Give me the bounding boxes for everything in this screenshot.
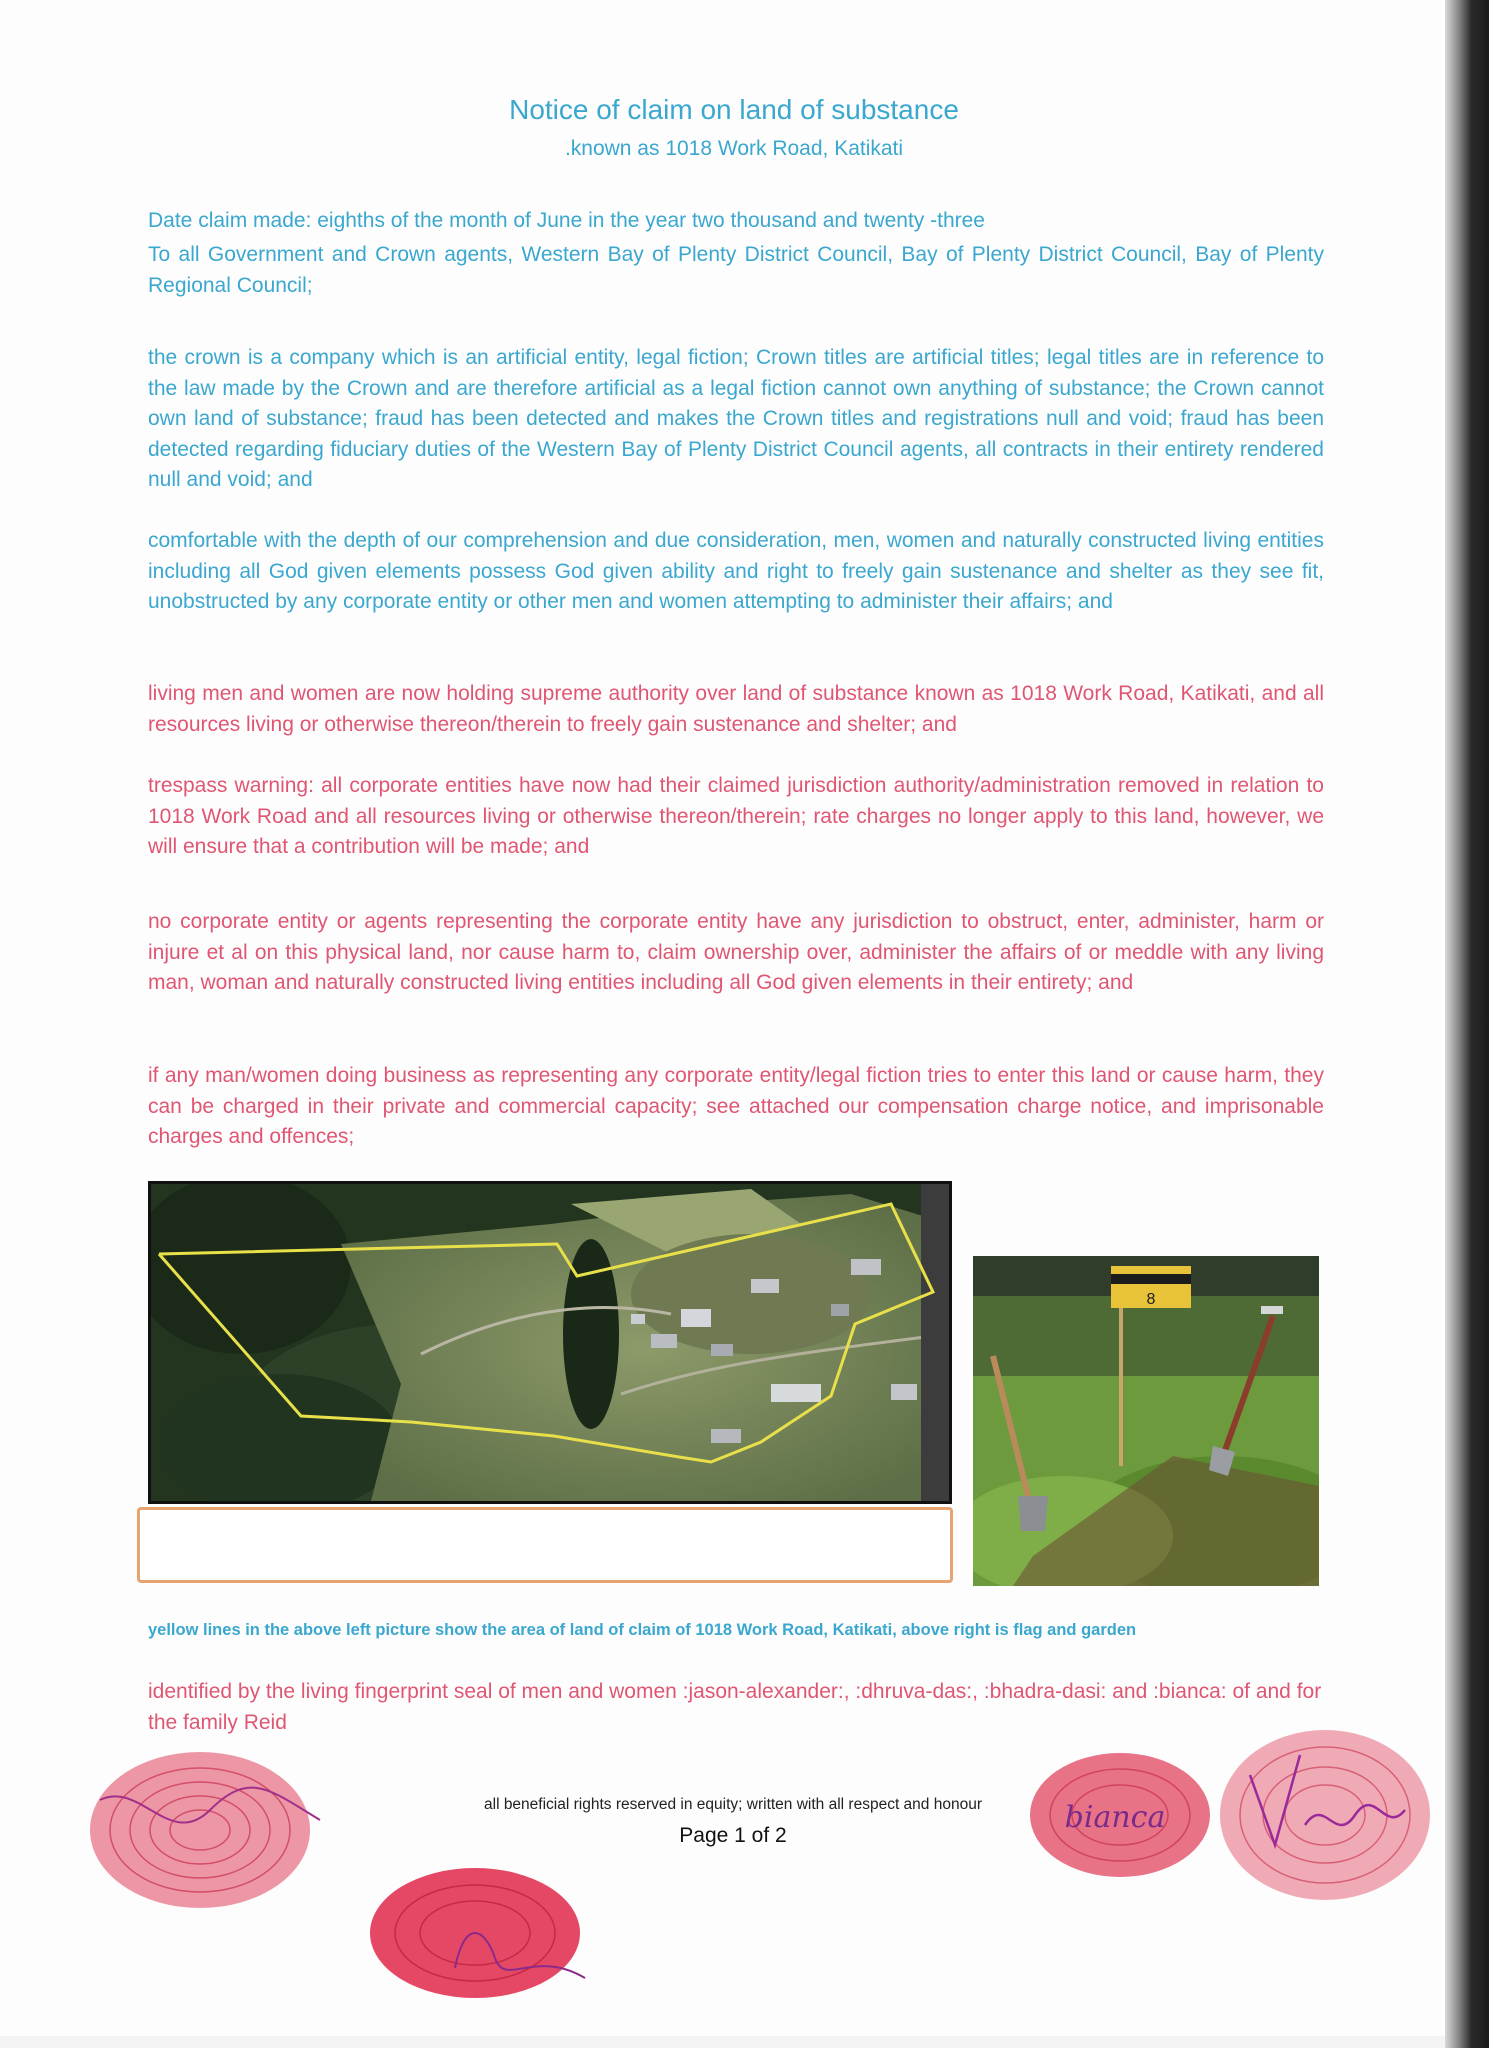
paragraph-authority-text: living men and women are now holding supreme authority over land of substance known as 1018 Work Road, Katikati, and all resources living or otherwise thereon/therein to freely gain sustenance and shelter; and [148, 682, 1324, 736]
rights-note: all beneficial rights reserved in equity; written with all respect and honour [484, 1796, 982, 1813]
paragraph-comprehension-text: comfortable with the depth of our comprehension and due consideration, men, women and naturally constructed living entities including all God given elements possess God given ability and right to freely gain sustenance and shelter as they see fit, unobstructed by any corporate entity or other men and women attempting to administer their affairs; and [148, 529, 1324, 613]
document-title: Notice of claim on land of substance [509, 94, 959, 125]
addressees-text: To all Government and Crown agents, Western Bay of Plenty District Council, Bay of Plenty District Council, Bay of Plenty Regional Council; [148, 243, 1324, 297]
fingerprint-seal-4 [1215, 1715, 1440, 1910]
paragraph-authority [148, 679, 1324, 740]
paragraph-crown [148, 343, 1324, 496]
paragraph-crown-text: the crown is a company which is an artificial entity, legal fiction; Crown titles are artificial titles; legal titles are in reference to the law made by the Crown and are therefore artificial as a legal fiction cannot own anything of substance; the Crown cannot own land of substance; fraud has been detected and makes the Crown titles and registrations null and void; fraud has been detected regarding fiduciary duties of the Western Bay of Plenty District Council agents, all contracts in their entirety rendered null and void; and [148, 346, 1324, 491]
page-number: Page 1 of 2 [679, 1824, 787, 1847]
paragraph-jurisdiction [148, 907, 1324, 999]
paragraph-charges [148, 1061, 1324, 1153]
scan-edge-shadow [1445, 0, 1489, 2048]
paragraph-trespass-text: trespass warning: all corporate entities have now had their claimed jurisdiction authority/administration removed in relation to 1018 Work Road and all resources living or otherwise thereon/therein; rate charges no longer apply to this land, however, we will ensure that a contribution will be made; and [148, 774, 1324, 858]
aerial-photo [148, 1181, 952, 1504]
paragraph-charges-text: if any man/women doing business as representing any corporate entity/legal fiction tries to enter this land or cause harm, they can be charged in their private and commercial capacity; see attached our compensation charge notice, and imprisonable charges and offences; [148, 1064, 1324, 1148]
paragraph-comprehension [148, 526, 1324, 618]
caption-box [137, 1507, 953, 1583]
fingerprint-seal-2 [365, 1858, 595, 2008]
paragraph-trespass [148, 771, 1324, 863]
paragraph-jurisdiction-text: no corporate entity or agents representing the corporate entity have any jurisdiction to obstruct, enter, administer, harm or injure et al on this physical land, nor cause harm to, claim ownership over, administer the affairs of or meddle with any living man, woman and naturally constructed living entities including all God given elements in their entirety; and [148, 910, 1324, 994]
aerial-photo-icon [151, 1184, 949, 1501]
garden-photo [973, 1256, 1319, 1586]
garden-photo-icon [973, 1256, 1319, 1586]
identity-statement: identified by the living fingerprint seal of men and women :jason-alexander:, :dhruva-das:, :bhadra-dasi: and :bianca: of and for the family Reid [148, 1680, 1322, 1734]
fingerprint-seal-1 [80, 1740, 340, 1920]
flag-sign-text: 8 [1146, 1291, 1156, 1308]
signature-bianca: bianca [1064, 1800, 1166, 1835]
fingerprint-seal-3 [1025, 1745, 1220, 1885]
document-subtitle: .known as 1018 Work Road, Katikati [564, 137, 904, 160]
date-line: Date claim made: eighths of the month of June in the year two thousand and twenty -three [148, 209, 985, 232]
addressees [148, 240, 1324, 301]
figure-caption: yellow lines in the above left picture show the area of land of claim of 1018 Work Road, Katikati, above right is flag and garden [148, 1621, 1137, 1639]
